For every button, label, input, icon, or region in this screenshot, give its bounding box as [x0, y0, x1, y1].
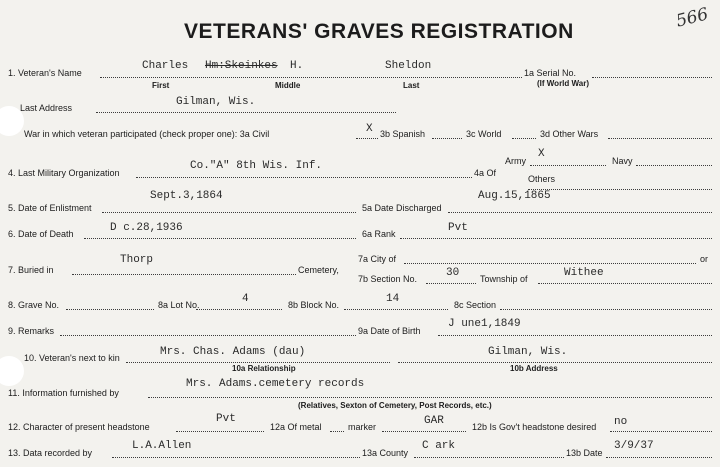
value-lot-no: 4	[242, 293, 249, 305]
label-rank: 6a Rank	[362, 229, 396, 239]
line-grave-no	[66, 309, 154, 310]
label-remarks: 9. Remarks	[8, 326, 55, 336]
line-civil	[356, 138, 378, 139]
line-last-address	[96, 112, 396, 113]
label-middle: Middle	[275, 81, 301, 90]
value-marker: GAR	[424, 415, 444, 427]
value-military-org: Co."A" 8th Wis. Inf.	[190, 160, 323, 172]
value-recorded-by: L.A.Allen	[132, 440, 192, 452]
value-date-death: D c.28,1936	[110, 222, 183, 234]
label-headstone: 12. Character of present headstone	[8, 422, 150, 432]
label-veteran-name: 1. Veteran's Name	[8, 68, 82, 78]
line-date-discharged	[448, 212, 712, 213]
value-civil-check: X	[366, 123, 373, 135]
line-kin-address	[398, 362, 712, 363]
line-buried-in	[72, 274, 296, 275]
label-navy: Navy	[612, 156, 633, 166]
value-govt-headstone: no	[614, 416, 628, 428]
value-struck-middle: Hm:Skeinkes	[205, 60, 278, 72]
line-military-org	[136, 177, 472, 178]
value-date-enlistment: Sept.3,1864	[150, 190, 223, 202]
label-spanish: 3b Spanish	[380, 129, 426, 139]
label-block-no: 8b Block No.	[288, 300, 340, 310]
value-last-name: Sheldon	[385, 60, 432, 72]
value-army-check: X	[538, 148, 545, 160]
label-grave-no: 8. Grave No.	[8, 300, 60, 310]
label-date-birth: 9a Date of Birth	[358, 326, 421, 336]
value-date-recorded: 3/9/37	[614, 440, 654, 452]
label-army: Army	[505, 156, 526, 166]
line-navy	[636, 165, 712, 166]
line-city-of	[404, 263, 696, 264]
label-others: Others	[528, 174, 556, 184]
line-headstone	[176, 431, 264, 432]
value-headstone: Pvt	[216, 413, 236, 425]
label-date-death: 6. Date of Death	[8, 229, 74, 239]
line-remarks	[60, 335, 356, 336]
label-county: 13a County	[362, 448, 409, 458]
label-info-furnished: 11. Information furnished by	[8, 388, 119, 398]
label-buried-in: 7. Buried in	[8, 265, 54, 275]
line-date-death	[84, 238, 356, 239]
label-marker: marker	[348, 422, 377, 432]
line-of-metal	[330, 431, 344, 432]
line-date-birth	[438, 335, 712, 336]
line-township	[538, 283, 712, 284]
punch-hole-lower	[0, 356, 24, 386]
value-date-discharged: Aug.15,1865	[478, 190, 551, 202]
line-rank	[400, 238, 712, 239]
line-marker	[382, 431, 466, 432]
value-kin-address: Gilman, Wis.	[488, 346, 568, 358]
label-or: or	[700, 254, 709, 264]
value-section-no: 30	[446, 267, 460, 279]
line-county	[414, 457, 564, 458]
line-govt-headstone	[610, 431, 712, 432]
value-township: Withee	[564, 267, 604, 279]
value-last-address: Gilman, Wis.	[176, 96, 256, 108]
label-war: War in which veteran participated (check proper one): 3a Civil	[24, 129, 270, 139]
label-if-world-war: (If World War)	[537, 79, 589, 88]
label-recorded-by: 13. Data recorded by	[8, 448, 93, 458]
label-of: 4a Of	[474, 168, 497, 178]
value-date-birth: J une1,1849	[448, 318, 521, 330]
label-last-military-org: 4. Last Military Organization	[8, 168, 120, 178]
value-block-no: 14	[386, 293, 400, 305]
value-buried-in: Thorp	[120, 254, 154, 266]
value-info-furnished: Mrs. Adams.cemetery records	[186, 378, 365, 390]
label-first: First	[152, 81, 170, 90]
value-next-of-kin: Mrs. Chas. Adams (dau)	[160, 346, 306, 358]
value-rank: Pvt	[448, 222, 468, 234]
line-serial-no	[592, 77, 712, 78]
value-first-name: Charles	[142, 60, 189, 72]
label-date-enlistment: 5. Date of Enlistment	[8, 203, 92, 213]
line-world	[512, 138, 536, 139]
label-serial-no: 1a Serial No.	[524, 68, 577, 78]
label-last: Last	[403, 81, 420, 90]
line-date-13b	[606, 457, 712, 458]
card-title: VETERANS' GRAVES REGISTRATION	[184, 20, 574, 43]
label-next-of-kin: 10. Veteran's next to kin	[24, 353, 120, 363]
label-last-address: Last Address	[20, 103, 73, 113]
line-section	[500, 309, 712, 310]
label-cemetery: Cemetery,	[298, 265, 339, 275]
line-other-wars	[608, 138, 712, 139]
label-date-13b: 13b Date	[566, 448, 603, 458]
line-lot-no	[196, 309, 282, 310]
line-recorded-by	[112, 457, 360, 458]
label-city-of: 7a City of	[358, 254, 397, 264]
line-army	[530, 165, 606, 166]
label-date-discharged: 5a Date Discharged	[362, 203, 442, 213]
label-township-of: Township of	[480, 274, 528, 284]
label-lot-no: 8a Lot No.	[158, 300, 200, 310]
corner-note: 566	[674, 4, 711, 32]
line-others	[528, 189, 712, 190]
label-info-hint: (Relatives, Sexton of Cemetery, Post Records, etc.)	[298, 401, 492, 410]
line-next-of-kin	[126, 362, 390, 363]
label-of-metal: 12a Of metal	[270, 422, 322, 432]
line-veteran-name	[100, 77, 522, 78]
line-date-enlistment	[102, 212, 356, 213]
line-section-no	[426, 283, 476, 284]
label-world: 3c World	[466, 129, 502, 139]
label-address-10b: 10b Address	[510, 364, 558, 373]
line-block-no	[344, 309, 448, 310]
label-other-wars: 3d Other Wars	[540, 129, 599, 139]
value-county: C ark	[422, 440, 456, 452]
label-section: 8c Section	[454, 300, 497, 310]
label-relationship: 10a Relationship	[232, 364, 296, 373]
line-info-furnished	[148, 397, 712, 398]
label-section-no: 7b Section No.	[358, 274, 418, 284]
value-middle-initial: H.	[290, 60, 304, 72]
line-spanish	[432, 138, 462, 139]
label-govt-headstone: 12b Is Gov't headstone desired	[472, 422, 597, 432]
